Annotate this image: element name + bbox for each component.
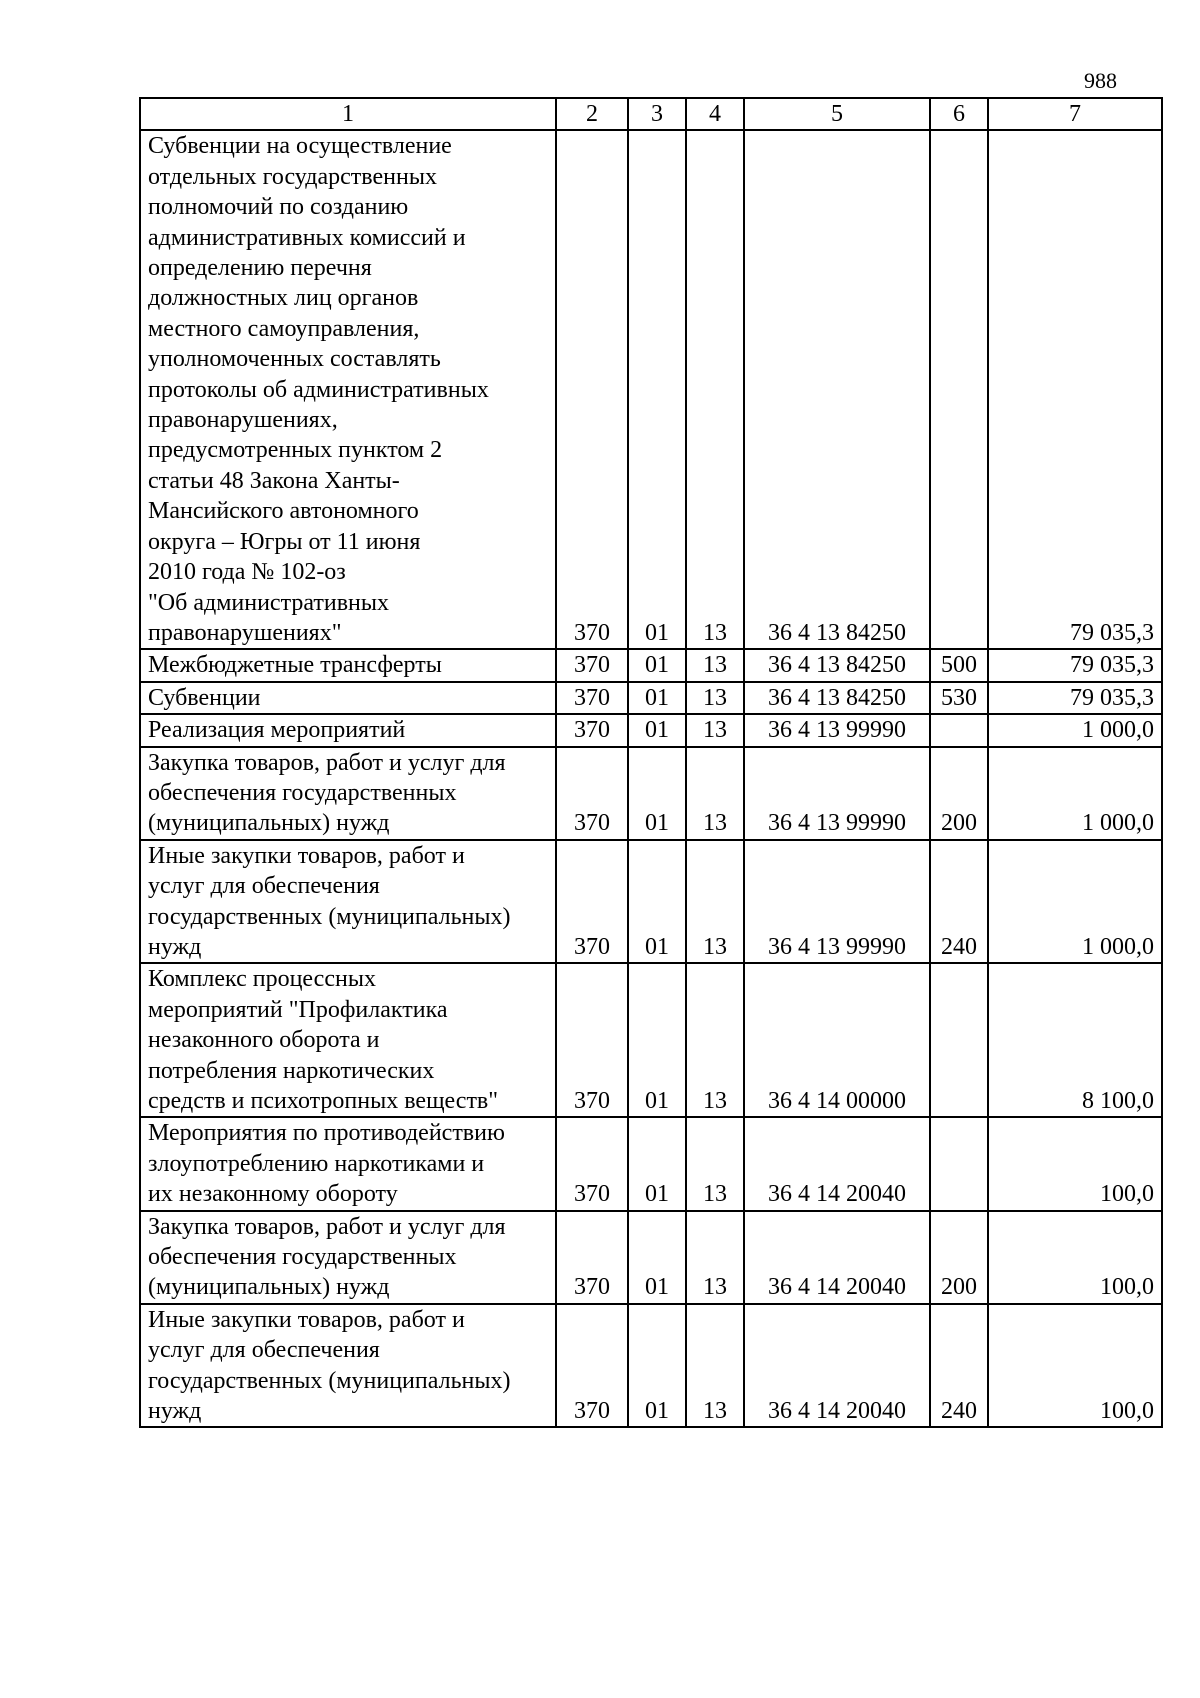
table-row (140, 1211, 1162, 1304)
table-row (140, 747, 1162, 840)
column-header: 2 (556, 98, 628, 130)
code-col6-cell: 240 (930, 1304, 988, 1428)
item-name-cell: Реализация мероприятий (140, 714, 556, 746)
code-col6-cell: 200 (930, 747, 988, 840)
item-name-cell: Иные закупки товаров, работ и услуг для обеспечения государственных (муниципальных) нужд (140, 840, 556, 964)
code-col2-cell: 370 (556, 714, 628, 746)
page-number: 988 (1084, 68, 1117, 93)
code-col5-cell: 36 4 13 84250 (744, 649, 930, 681)
code-col2-cell: 370 (556, 649, 628, 681)
code-col3-cell: 01 (628, 963, 686, 1117)
code-col2-cell: 370 (556, 682, 628, 714)
code-col2-cell: 370 (556, 1211, 628, 1304)
table-row (140, 682, 1162, 714)
code-col3-cell: 01 (628, 747, 686, 840)
code-col4-cell: 13 (686, 1304, 744, 1428)
code-col3-cell: 01 (628, 682, 686, 714)
item-name-cell: Закупка товаров, работ и услуг для обеспечения государственных (муниципальных) нужд (140, 1211, 556, 1304)
code-col2-cell: 370 (556, 963, 628, 1117)
item-name-cell: Субвенции (140, 682, 556, 714)
code-col4-cell: 13 (686, 682, 744, 714)
code-col6-cell: 530 (930, 682, 988, 714)
item-name-cell: Мероприятия по противодействию злоупотреблению наркотиками и их незаконному обороту (140, 1117, 556, 1210)
amount-cell: 1 000,0 (988, 714, 1162, 746)
table-row (140, 130, 1162, 649)
budget-table (139, 97, 1163, 1428)
code-col3-cell: 01 (628, 649, 686, 681)
code-col5-cell: 36 4 14 20040 (744, 1117, 930, 1210)
table-row (140, 963, 1162, 1117)
code-col3-cell: 01 (628, 840, 686, 964)
amount-cell: 79 035,3 (988, 682, 1162, 714)
code-col4-cell: 13 (686, 649, 744, 681)
item-name-cell: Закупка товаров, работ и услуг для обеспечения государственных (муниципальных) нужд (140, 747, 556, 840)
code-col5-cell: 36 4 14 20040 (744, 1304, 930, 1428)
code-col5-cell: 36 4 13 99990 (744, 840, 930, 964)
code-col2-cell: 370 (556, 1117, 628, 1210)
code-col4-cell: 13 (686, 1117, 744, 1210)
code-col5-cell: 36 4 13 99990 (744, 747, 930, 840)
code-col5-cell: 36 4 13 84250 (744, 682, 930, 714)
table-row (140, 649, 1162, 681)
code-col4-cell: 13 (686, 130, 744, 649)
column-header: 7 (988, 98, 1162, 130)
code-col4-cell: 13 (686, 840, 744, 964)
code-col6-cell (930, 963, 988, 1117)
amount-cell: 79 035,3 (988, 649, 1162, 681)
code-col3-cell: 01 (628, 1211, 686, 1304)
code-col6-cell (930, 130, 988, 649)
code-col6-cell: 240 (930, 840, 988, 964)
code-col6-cell: 500 (930, 649, 988, 681)
amount-cell: 100,0 (988, 1304, 1162, 1428)
code-col2-cell: 370 (556, 1304, 628, 1428)
code-col2-cell: 370 (556, 840, 628, 964)
code-col2-cell: 370 (556, 747, 628, 840)
code-col3-cell: 01 (628, 1304, 686, 1428)
table-row (140, 1304, 1162, 1428)
amount-cell: 100,0 (988, 1211, 1162, 1304)
code-col4-cell: 13 (686, 1211, 744, 1304)
amount-cell: 79 035,3 (988, 130, 1162, 649)
column-header: 5 (744, 98, 930, 130)
code-col2-cell: 370 (556, 130, 628, 649)
code-col6-cell: 200 (930, 1211, 988, 1304)
code-col6-cell (930, 1117, 988, 1210)
column-header: 3 (628, 98, 686, 130)
item-name-cell: Субвенции на осуществление отдельных государственных полномочий по созданию административных комиссий и определению перечня должностных лиц органов местного самоуправления, уполномоченных составлять протоколы об административных правонарушениях, предусмотренных пунктом 2 статьи 48 Закона Ханты- Мансийского автономного округа – Югры от 11 июня 2010 года № 102-оз "Об административных правонарушениях" (140, 130, 556, 649)
code-col4-cell: 13 (686, 714, 744, 746)
column-header: 6 (930, 98, 988, 130)
item-name-cell: Иные закупки товаров, работ и услуг для обеспечения государственных (муниципальных) нужд (140, 1304, 556, 1428)
item-name-cell: Комплекс процессных мероприятий "Профилактика незаконного оборота и потребления наркотических средств и психотропных веществ" (140, 963, 556, 1117)
amount-cell: 1 000,0 (988, 840, 1162, 964)
code-col4-cell: 13 (686, 963, 744, 1117)
code-col5-cell: 36 4 13 84250 (744, 130, 930, 649)
amount-cell: 1 000,0 (988, 747, 1162, 840)
table-row (140, 714, 1162, 746)
amount-cell: 100,0 (988, 1117, 1162, 1210)
table-row (140, 1117, 1162, 1210)
code-col4-cell: 13 (686, 747, 744, 840)
code-col3-cell: 01 (628, 1117, 686, 1210)
code-col5-cell: 36 4 13 99990 (744, 714, 930, 746)
header-row (140, 98, 1162, 130)
code-col6-cell (930, 714, 988, 746)
amount-cell: 8 100,0 (988, 963, 1162, 1117)
column-header: 1 (140, 98, 556, 130)
code-col5-cell: 36 4 14 20040 (744, 1211, 930, 1304)
column-header: 4 (686, 98, 744, 130)
table-row (140, 840, 1162, 964)
code-col3-cell: 01 (628, 130, 686, 649)
code-col5-cell: 36 4 14 00000 (744, 963, 930, 1117)
code-col3-cell: 01 (628, 714, 686, 746)
item-name-cell: Межбюджетные трансферты (140, 649, 556, 681)
